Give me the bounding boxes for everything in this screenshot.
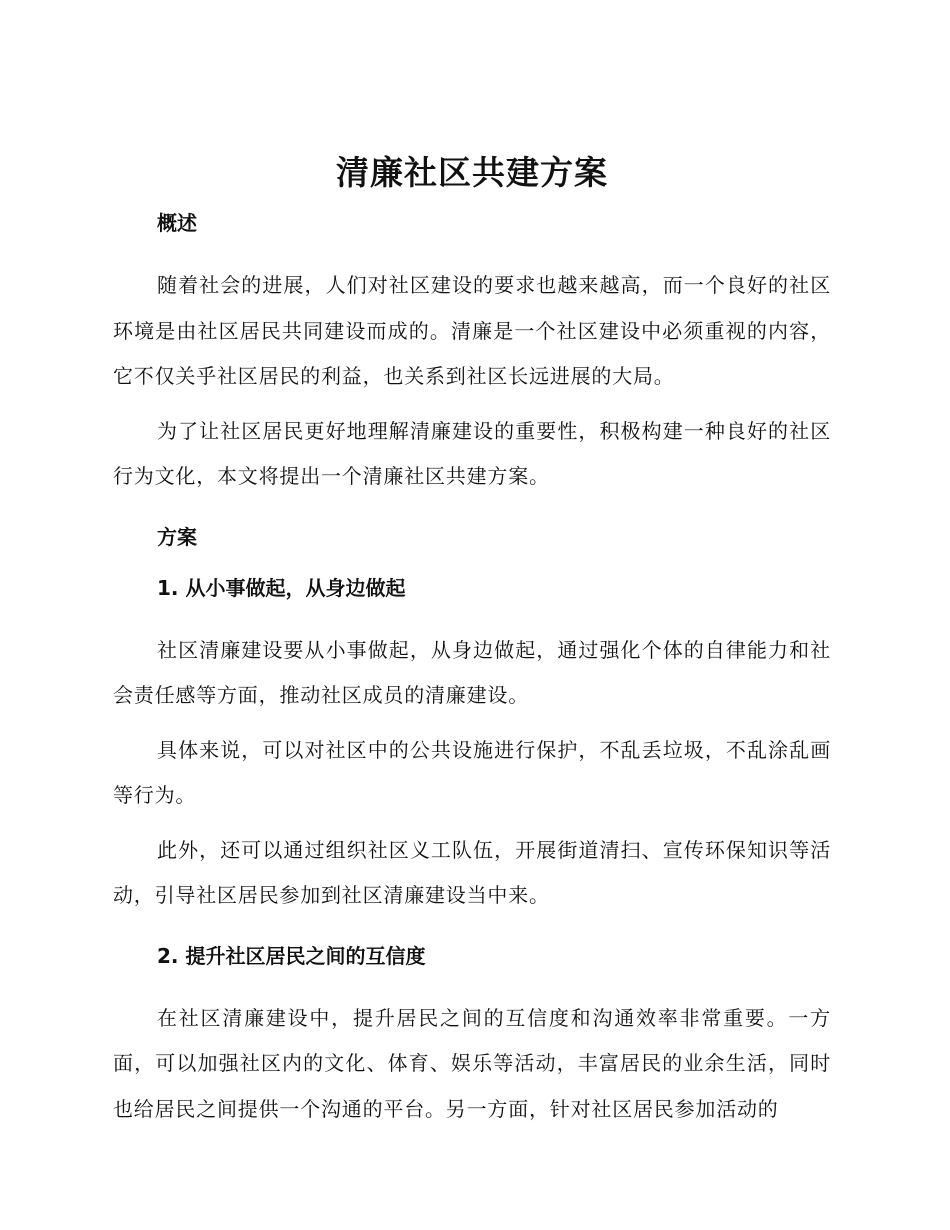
section-heading-plan: 方案 — [157, 524, 197, 549]
paragraph: 随着社会的进展，人们对社区建设的要求也越来越高，而一个良好的社区环境是由社区居民共同建设而成的。清廉是一个社区建设中必须重视的内容，它不仅关乎社区居民的利益，也关系到社区长远进展的大局。 — [113, 273, 831, 388]
document-title: 清廉社区共建方案 — [336, 153, 608, 192]
section-heading-overview: 概述 — [157, 211, 197, 235]
paragraph: 具体来说，可以对社区中的公共设施进行保护，不乱丢垃圾，不乱涂乱画等行为。 — [113, 737, 831, 807]
subsection-heading-1: 1. 从小事做起，从身边做起 — [157, 575, 406, 600]
subsection-heading-2: 2. 提升社区居民之间的互信度 — [157, 943, 426, 968]
document-page — [113, 150, 831, 1132]
paragraph: 此外，还可以通过组织社区义工队伍，开展街道清扫、宣传环保知识等活动，引导社区居民参加到社区清廉建设当中来。 — [113, 837, 831, 907]
paragraph: 社区清廉建设要从小事做起，从身边做起，通过强化个体的自律能力和社会责任感等方面，推动社区成员的清廉建设。 — [113, 637, 831, 707]
paragraph: 为了让社区居民更好地理解清廉建设的重要性，积极构建一种良好的社区行为文化，本文将提出一个清廉社区共建方案。 — [113, 418, 831, 488]
paragraph: 在社区清廉建设中，提升居民之间的互信度和沟通效率非常重要。一方面，可以加强社区内的文化、体育、娱乐等活动，丰富居民的业余生活，同时也给居民之间提供一个沟通的平台。另一方面，针对社区居民参加活动的 — [113, 1005, 831, 1121]
